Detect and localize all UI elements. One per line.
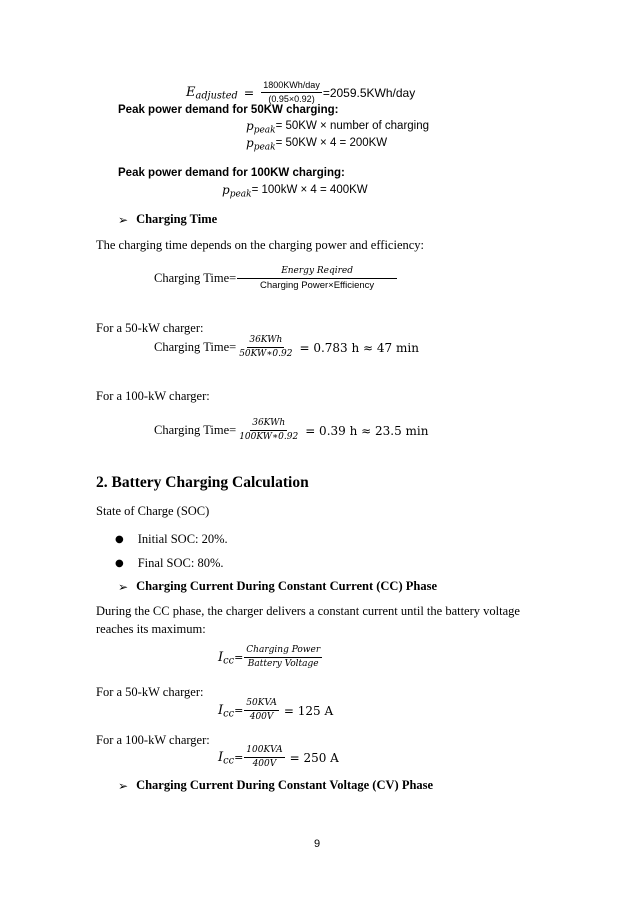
charging-time-fraction	[237, 266, 397, 291]
equals-sign: =	[234, 751, 244, 764]
icc-100kw-equation	[218, 745, 339, 770]
charging-time-100kw-equation	[154, 418, 428, 443]
list-item	[115, 556, 224, 571]
equation-result: = 250 A	[289, 750, 339, 765]
cc-paragraph-line-2: reaches its maximum:	[96, 622, 206, 636]
icc-50kw-equation	[218, 698, 333, 723]
peak-var: $p_{peak}$	[246, 136, 276, 153]
equation-lhs: Charging Time=	[154, 340, 237, 354]
equation-result: = 0.783 h ≈ 47 min	[299, 340, 419, 355]
formula-label: Charging Time=	[154, 271, 237, 285]
adjusted-energy-result: =2059.5KWh/day	[322, 85, 416, 100]
page-number: 9	[314, 838, 321, 850]
fraction-denominator: Charging Power×Efficiency	[260, 280, 375, 291]
bullet-dot-icon: ●	[115, 534, 124, 545]
list-item-text: Initial SOC: 20%.	[137, 532, 228, 546]
charging-time-formula	[154, 266, 398, 291]
fraction-denominator: (0.95×0.92)	[268, 94, 315, 104]
cv-phase-subheading	[118, 778, 433, 793]
fraction-denominator: Battery Voltage	[247, 659, 319, 669]
peak-expression: = 50KW × 4 = 200KW	[275, 137, 388, 149]
adjusted-energy-equation	[186, 80, 415, 105]
arrow-bullet-icon: ➢	[118, 212, 129, 227]
bullet-dot-icon: ●	[115, 558, 124, 569]
soc-label: State of Charge (SOC)	[96, 504, 210, 518]
icc-50kw-fraction	[244, 698, 279, 723]
peak-var: $p_{peak}$	[222, 183, 252, 200]
equals-sign: =	[234, 704, 244, 717]
adjusted-energy-fraction	[261, 80, 322, 105]
equation-result: = 0.39 h ≈ 23.5 min	[305, 423, 429, 438]
fraction-numerator: 36KWh	[247, 335, 284, 348]
icc-var: $I_{cc}$	[218, 750, 235, 767]
peak-expression: = 50KW × number of charging	[275, 120, 430, 132]
peak-expression: = 100kW × 4 = 400KW	[251, 184, 368, 196]
fraction-denominator: 100KW∗0.92	[239, 432, 299, 442]
charging-time-50kw-fraction	[237, 335, 294, 360]
fraction-denominator: 50KW∗0.92	[239, 349, 293, 359]
charging-time-50kw-label: For a 50-kW charger:	[96, 321, 204, 335]
icc-formula	[218, 645, 323, 670]
charging-time-100kw-label: For a 100-kW charger:	[96, 389, 210, 403]
equation-result: = 125 A	[283, 703, 334, 718]
fraction-denominator: 400V	[249, 712, 274, 722]
icc-fraction	[244, 645, 322, 670]
equals-sign: =	[234, 651, 244, 664]
peak-50kw-line-2	[246, 136, 388, 153]
peak-50kw-line-1	[246, 119, 430, 136]
icc-100kw-fraction	[244, 745, 284, 770]
peak-50kw-heading: Peak power demand for 50KW charging:	[118, 104, 339, 116]
fraction-numerator: 100KVA	[244, 745, 284, 758]
peak-var: $p_{peak}$	[246, 119, 276, 136]
arrow-bullet-icon: ➢	[118, 778, 129, 793]
icc-50kw-label: For a 50-kW charger:	[96, 685, 204, 699]
adjusted-energy-var: $E_{adjusted}$	[186, 85, 238, 102]
icc-var: $I_{cc}$	[218, 650, 235, 667]
peak-100kw-line-1	[222, 183, 368, 200]
icc-var: $I_{cc}$	[218, 703, 235, 720]
cc-paragraph-line-1: During the CC phase, the charger delivers a constant current until the battery voltage	[96, 604, 520, 618]
subheading-text: Charging Time	[136, 212, 218, 226]
fraction-numerator: Energy Reqired	[237, 266, 397, 279]
list-item-text: Final SOC: 80%.	[137, 556, 224, 570]
charging-time-100kw-fraction	[237, 418, 300, 443]
subheading-text: Charging Current During Constant Current (CC) Phase	[136, 579, 437, 593]
cc-phase-subheading	[118, 579, 437, 594]
equals-sign: =	[243, 85, 255, 100]
charging-time-intro: The charging time depends on the charging power and efficiency:	[96, 238, 425, 252]
fraction-numerator: 50KVA	[244, 698, 279, 711]
equation-lhs: Charging Time=	[154, 423, 237, 437]
fraction-numerator: 1800KWh/day	[261, 80, 322, 93]
arrow-bullet-icon: ➢	[118, 579, 129, 594]
charging-time-50kw-equation	[154, 335, 419, 360]
charging-time-subheading	[118, 212, 217, 227]
list-item	[115, 532, 228, 547]
fraction-numerator: Charging Power	[244, 645, 322, 658]
fraction-denominator: 400V	[252, 759, 277, 769]
subheading-text: Charging Current During Constant Voltage (CV) Phase	[136, 778, 434, 792]
fraction-numerator: 36KWh	[250, 418, 287, 431]
peak-100kw-heading: Peak power demand for 100KW charging:	[118, 167, 345, 179]
icc-100kw-label: For a 100-kW charger:	[96, 733, 210, 747]
section-heading: 2. Battery Charging Calculation	[96, 474, 309, 491]
